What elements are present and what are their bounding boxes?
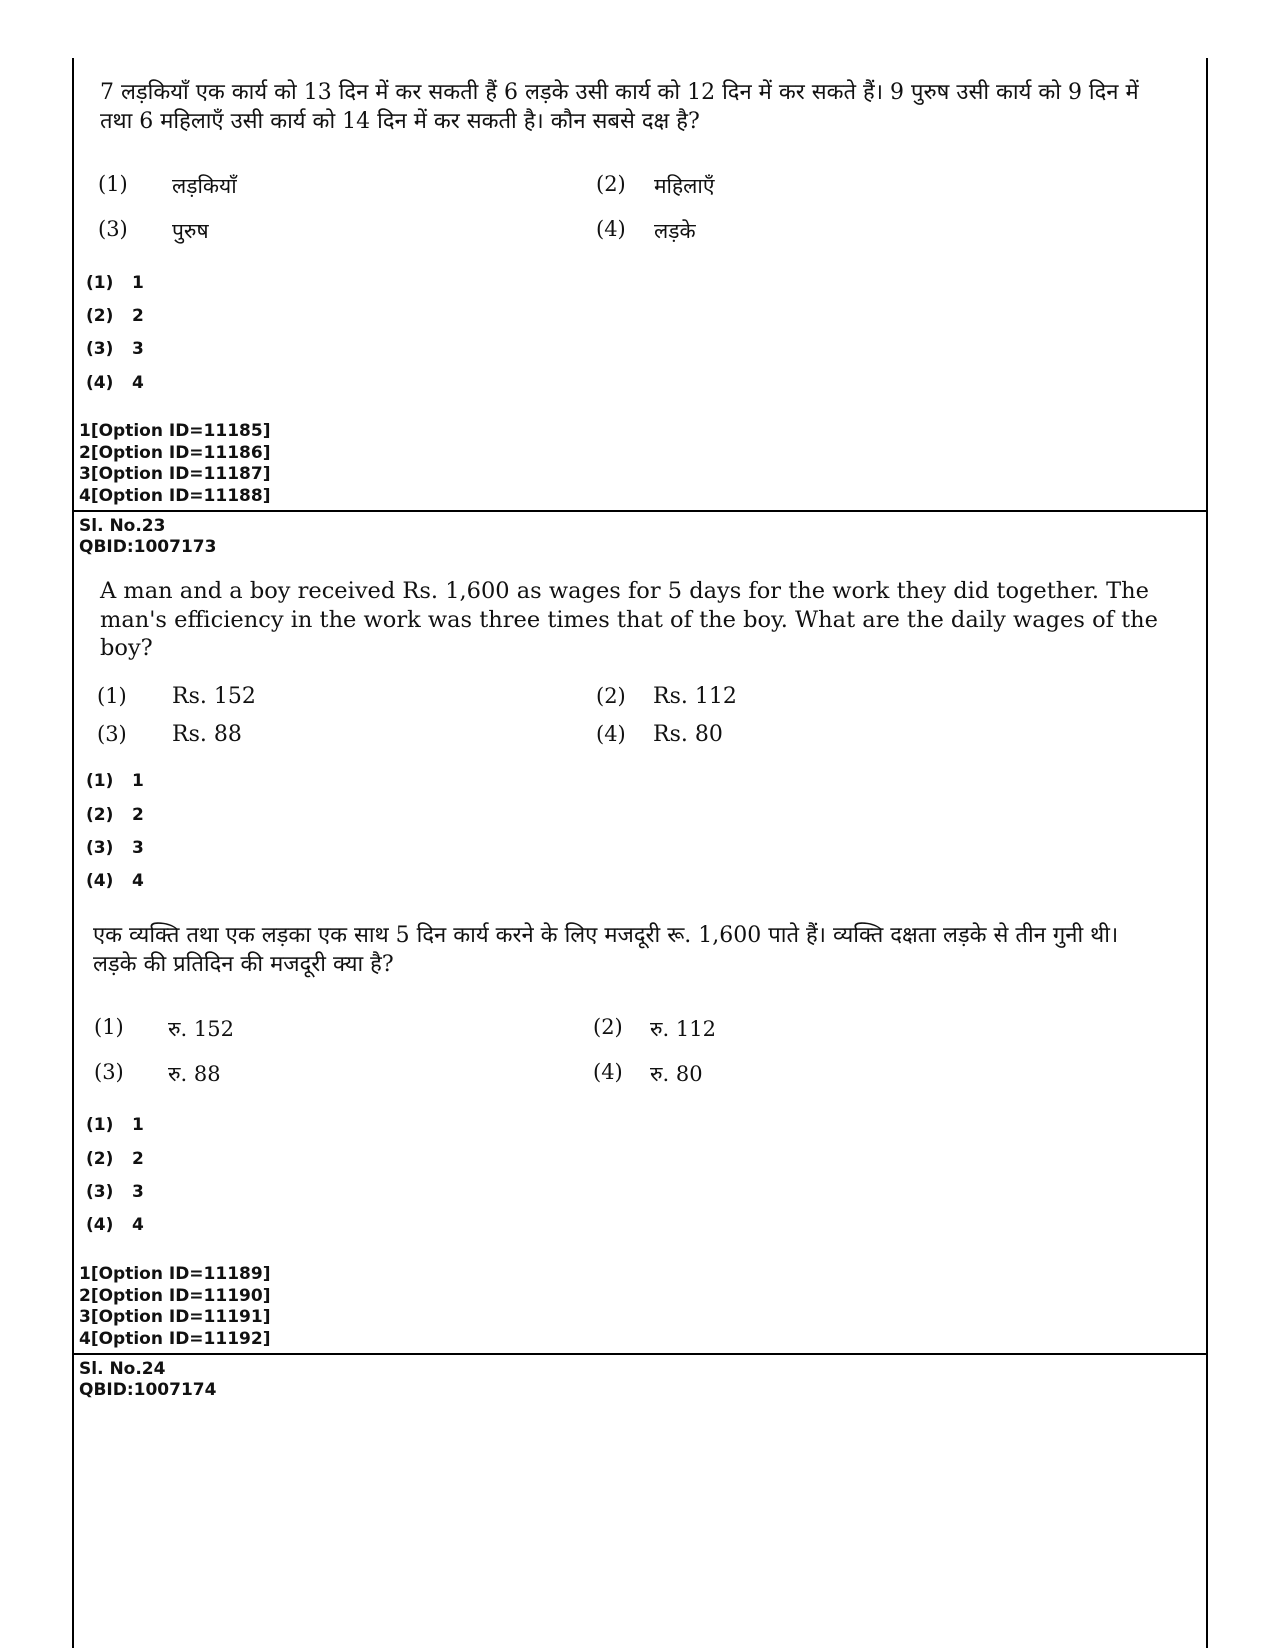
q23-option-id-list bbox=[79, 1264, 270, 1350]
q22-option-id-list bbox=[79, 421, 270, 507]
q23-header bbox=[79, 516, 216, 558]
q22-option-id: 1[Option ID=11185] bbox=[79, 421, 271, 441]
q23-option-id: 2[Option ID=11190] bbox=[79, 1285, 271, 1306]
q23-en-option-3-number: (3) bbox=[97, 722, 127, 746]
q23-hi-answer-row-2: (2) 2 bbox=[86, 1149, 144, 1169]
q23-option-id: 1[Option ID=11189] bbox=[79, 1264, 271, 1284]
q23-en-answer-row-3: (3) 3 bbox=[86, 838, 144, 858]
q23-en-answer-row-4: (4) 4 bbox=[86, 871, 144, 891]
q23-hi-option-3-text: रु. 88 bbox=[168, 1062, 221, 1086]
q22-answer-row-1: (1) 1 bbox=[86, 273, 144, 293]
page-frame bbox=[72, 58, 1208, 1648]
q23-hi-option-3-number: (3) bbox=[94, 1060, 124, 1084]
q22-answer-row-4: (4) 4 bbox=[86, 373, 144, 393]
serial-number: Sl. No.24 bbox=[79, 1359, 166, 1379]
question-divider bbox=[72, 510, 1208, 512]
q22-option-1-number: (1) bbox=[98, 172, 128, 196]
qbid: QBID:1007174 bbox=[79, 1380, 217, 1400]
q23-hi-option-1-text: रु. 152 bbox=[168, 1017, 234, 1041]
q23-hi-option-1-number: (1) bbox=[94, 1015, 124, 1039]
q23-en-option-3-text: Rs. 88 bbox=[172, 722, 242, 747]
question-23-english-text: A man and a boy received Rs. 1,600 as wages for 5 days for the work they did together. The man's efficiency in the work was three times that of the boy. What are the daily wages of the boy? bbox=[100, 578, 1158, 661]
q23-hi-answer-row-1: (1) 1 bbox=[86, 1115, 144, 1135]
question-23-hindi-text: एक व्यक्ति तथा एक लड़का एक साथ 5 दिन कार्य करने के लिए मजदूरी रू. 1,600 पाते हैं। व्यक्ति दक्षता लड़के से तीन गुनी थी। लड़के की प्रतिदिन की मजदूरी क्या है? bbox=[93, 923, 1119, 977]
q23-en-option-4-number: (4) bbox=[596, 722, 626, 746]
q22-option-4-number: (4) bbox=[596, 217, 626, 241]
q23-hi-answer-row-3: (3) 3 bbox=[86, 1182, 144, 1202]
q23-en-option-1-number: (1) bbox=[97, 684, 127, 708]
q22-option-id: 3[Option ID=11187] bbox=[79, 464, 271, 484]
q22-answer-row-3: (3) 3 bbox=[86, 339, 144, 359]
q23-hi-option-2-text: रु. 112 bbox=[650, 1017, 716, 1041]
q23-en-option-4-text: Rs. 80 bbox=[653, 722, 723, 747]
q23-hi-option-4-number: (4) bbox=[593, 1060, 623, 1084]
q23-option-id: 3[Option ID=11191] bbox=[79, 1307, 271, 1327]
q22-option-3-number: (3) bbox=[98, 217, 128, 241]
q23-hi-option-4-text: रु. 80 bbox=[650, 1062, 703, 1086]
q23-en-answer-row-1: (1) 1 bbox=[86, 771, 144, 791]
q23-hi-answer-row-4: (4) 4 bbox=[86, 1215, 144, 1235]
q24-header bbox=[79, 1359, 216, 1401]
q22-answer-row-2: (2) 2 bbox=[86, 306, 144, 326]
q23-en-option-1-text: Rs. 152 bbox=[172, 684, 256, 709]
q22-option-id: 2[Option ID=11186] bbox=[79, 442, 271, 463]
q23-en-option-2-text: Rs. 112 bbox=[653, 684, 737, 709]
q23-en-option-2-number: (2) bbox=[596, 684, 626, 708]
qbid: QBID:1007173 bbox=[79, 537, 217, 557]
q22-option-4-text: लड़के bbox=[654, 219, 696, 243]
q23-hi-option-2-number: (2) bbox=[593, 1015, 623, 1039]
q22-option-1-text: लड़कियाँ bbox=[172, 174, 237, 198]
q22-option-2-number: (2) bbox=[596, 172, 626, 196]
question-22-hindi-text: 7 लड़कियाँ एक कार्य को 13 दिन में कर सकती हैं 6 लड़के उसी कार्य को 12 दिन में कर सकते हैं। 9 पुरुष उसी कार्य को 9 दिन में तथा 6 महिलाएँ उसी कार्य को 14 दिन में कर सकती है। कौन सबसे दक्ष है? bbox=[100, 80, 1139, 134]
q22-option-id: 4[Option ID=11188] bbox=[79, 485, 271, 506]
q22-option-2-text: महिलाएँ bbox=[654, 174, 715, 198]
q23-option-id: 4[Option ID=11192] bbox=[79, 1328, 271, 1349]
serial-number: Sl. No.23 bbox=[79, 516, 166, 536]
q23-en-answer-row-2: (2) 2 bbox=[86, 805, 144, 825]
question-divider bbox=[72, 1353, 1208, 1355]
q22-option-3-text: पुरुष bbox=[172, 219, 209, 243]
